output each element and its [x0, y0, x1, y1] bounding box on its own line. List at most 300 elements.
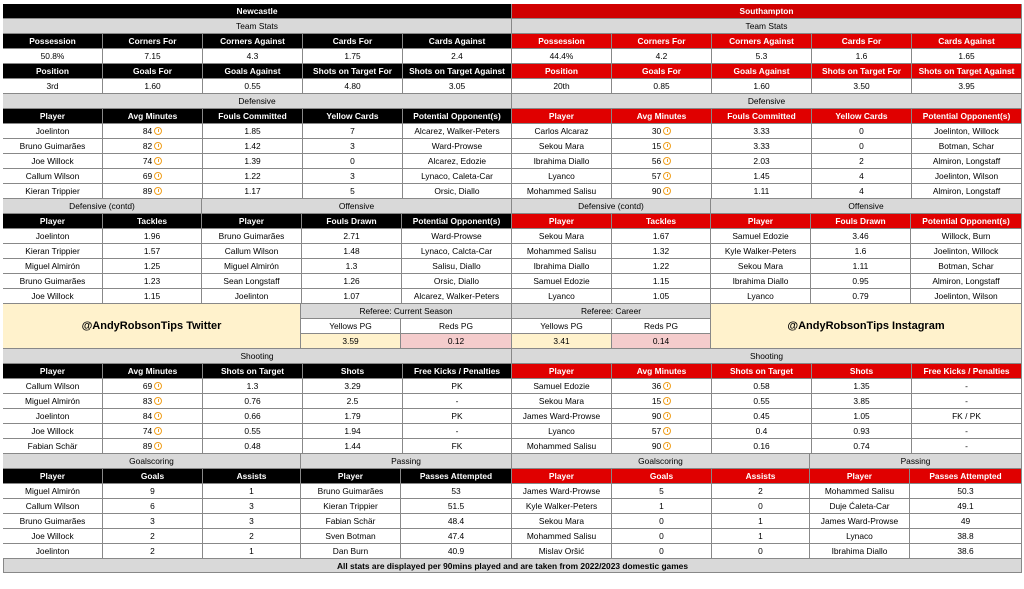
home-ts-value-1 [103, 79, 203, 94]
away-def-cell-text: Botman, Schar [938, 140, 995, 151]
home-shoot-cell [3, 424, 103, 439]
home-pass-cell [401, 499, 512, 514]
home-goal-cell-text: Callum Wilson [25, 500, 80, 511]
home-def-cell-text: Callum Wilson [25, 170, 80, 181]
away-off-cell-text: Almiron, Longstaff [932, 275, 1000, 286]
home-ts-header-0 [3, 34, 103, 49]
away-contd-cell [612, 244, 711, 259]
ref-career-reds: 0.14 [612, 334, 711, 349]
home-pass-cell [301, 514, 401, 529]
ref-career-title: Referee: Career [512, 304, 711, 319]
ref-current-reds-header: Reds PG [401, 319, 512, 334]
away-def-cell [812, 139, 912, 154]
home-goal-cell [3, 544, 103, 559]
away-contd-cell [612, 229, 711, 244]
home-ts-header-2-text: Corners Against [220, 35, 285, 46]
away-team-title: Southampton [512, 4, 1022, 19]
away-def-cell [612, 154, 712, 169]
home-contd-cell-text: Joe Willock [31, 290, 74, 301]
home-contd-cell [3, 229, 103, 244]
home-contd-cell-text: Bruno Guimarães [19, 275, 86, 286]
home-def-cell [103, 184, 203, 199]
away-contd-cell-text: 1.15 [652, 275, 670, 286]
away-contd-cell [512, 289, 612, 304]
away-goal-cell-text: 0 [758, 545, 763, 556]
away-goal-cell-text: 1 [758, 530, 763, 541]
away-off-cell-text: Sekou Mara [737, 260, 784, 271]
stopwatch-icon [663, 397, 671, 405]
away-shoot-cell-text: - [965, 425, 968, 436]
home-def-cell-text: Alcarez, Edozie [427, 155, 487, 166]
away-pass-cell-text: 50.3 [957, 485, 974, 496]
home-def-cell-text: Joelinton [35, 125, 70, 136]
away-goal-cell-text: Mohammed Salisu [526, 530, 597, 541]
home-ts-value-4 [403, 79, 512, 94]
away-pass-cell [810, 544, 910, 559]
away-passing-title: Passing [810, 454, 1022, 469]
home-off-cell-text: 1.3 [345, 260, 358, 271]
away-shoot-cell [712, 394, 812, 409]
home-ts-header-1-text: Corners For [128, 35, 177, 46]
home-shoot-cell [303, 424, 403, 439]
home-shoot-cell-text: Fabian Schär [27, 440, 78, 451]
home-ts-value-3 [303, 79, 403, 94]
home-def-cell [303, 184, 403, 199]
home-def-cell-text: Lynaco, Caleta-Car [421, 170, 493, 181]
home-ts-header-3-text: Shots on Target For [313, 65, 392, 76]
away-off-cell [711, 244, 811, 259]
away-shoot-cell [712, 439, 812, 454]
stopwatch-icon [154, 442, 162, 450]
home-off-cell-text: Sean Longstaff [223, 275, 280, 286]
away-pass-cell-text: 49 [960, 515, 971, 526]
home-goal-cell [3, 499, 103, 514]
home-def-cell-text: 69 [142, 170, 153, 181]
away-contd-header-0-text: Player [548, 215, 575, 226]
home-shoot-cell-text: Callum Wilson [25, 380, 80, 391]
away-ts-value-2-text: 5.3 [755, 50, 768, 61]
away-shoot-header-2 [712, 364, 812, 379]
stopwatch-icon [154, 412, 162, 420]
away-pass-cell [910, 544, 1022, 559]
away-def-cell-text: 56 [651, 155, 662, 166]
home-pass-cell [301, 529, 401, 544]
away-contd-cell [612, 274, 711, 289]
away-ts-value-1 [612, 49, 712, 64]
away-goal-cell-text: 0 [659, 515, 664, 526]
home-pass-header-0 [301, 469, 401, 484]
away-contd-cell-text: Sekou Mara [538, 230, 585, 241]
home-off-header-1-text: Fouls Drawn [326, 215, 377, 226]
home-shoot-cell [103, 439, 203, 454]
home-off-cell-text: Alcarez, Walker-Peters [413, 290, 500, 301]
away-off-cell-text: 0.79 [852, 290, 869, 301]
home-ts-header-2 [203, 64, 303, 79]
away-shoot-cell-text: 57 [651, 425, 662, 436]
away-goal-cell-text: 1 [659, 500, 664, 511]
away-off-cell-text: 0.95 [852, 275, 869, 286]
home-goal-cell-text: 1 [249, 545, 254, 556]
home-shoot-cell [403, 424, 512, 439]
home-off-header-2 [402, 214, 512, 229]
away-goal-header-1 [612, 469, 712, 484]
home-shoot-cell-text: PK [451, 410, 463, 421]
away-shoot-cell [612, 424, 712, 439]
home-contd-cell [103, 229, 202, 244]
away-shoot-cell-text: 0.4 [755, 425, 768, 436]
away-pass-header-0-text: Player [846, 470, 873, 481]
home-ts-header-0 [3, 64, 103, 79]
away-def-header-3 [812, 109, 912, 124]
home-ts-header-3 [303, 64, 403, 79]
stopwatch-icon [663, 142, 671, 150]
home-contd-cell-text: Kieran Trippier [25, 245, 80, 256]
home-def-cell-text: Kieran Trippier [25, 185, 80, 196]
home-shoot-cell-text: - [455, 395, 459, 406]
away-shoot-cell [612, 394, 712, 409]
away-shoot-cell [912, 409, 1022, 424]
home-contd-cell [103, 289, 202, 304]
home-def-cell-text: 1.22 [244, 170, 261, 181]
away-offensive-title: Offensive [711, 199, 1022, 214]
home-contd-cell [3, 289, 103, 304]
home-goalscoring-title: Goalscoring [3, 454, 301, 469]
away-off-header-1 [811, 214, 911, 229]
away-def-cell-text: 0 [859, 140, 864, 151]
home-shoot-cell-text: 2.5 [346, 395, 359, 406]
home-contd-cell-text: 1.57 [143, 245, 161, 256]
away-def-cell-text: 3.33 [753, 140, 770, 151]
home-shoot-cell-text: PK [451, 380, 463, 391]
home-shoot-cell [403, 379, 512, 394]
home-goal-cell-text: 2 [150, 545, 155, 556]
away-pass-header-1-text: Passes Attempted [929, 470, 1002, 481]
away-goal-cell-text: Sekou Mara [538, 515, 585, 526]
home-pass-cell-text: 40.9 [447, 545, 465, 556]
home-off-cell [202, 229, 302, 244]
away-def-header-0 [512, 109, 612, 124]
away-ts-header-4 [912, 34, 1022, 49]
home-shoot-cell [403, 394, 512, 409]
away-def-cell [512, 139, 612, 154]
away-goal-cell [712, 514, 810, 529]
home-def-cell-text: 89 [142, 185, 153, 196]
away-goal-cell-text: 0 [659, 530, 664, 541]
away-def-header-1 [612, 109, 712, 124]
home-shoot-cell [303, 409, 403, 424]
away-goal-header-0 [512, 469, 612, 484]
away-goal-header-2-text: Assists [745, 470, 776, 481]
away-defensive-title: Defensive [512, 94, 1022, 109]
home-offensive-title: Offensive [202, 199, 512, 214]
home-def-header-1 [103, 109, 203, 124]
home-off-cell-text: Orsic, Diallo [433, 275, 480, 286]
stopwatch-icon [154, 172, 162, 180]
away-def-header-2 [712, 109, 812, 124]
home-goal-cell [3, 529, 103, 544]
away-ts-header-0-text: Position [544, 65, 579, 76]
away-contd-cell [512, 274, 612, 289]
home-off-cell-text: Joelinton [234, 290, 269, 301]
home-goal-cell-text: 2 [249, 530, 254, 541]
away-goal-cell [512, 499, 612, 514]
home-shoot-cell [203, 394, 303, 409]
away-ts-header-1 [612, 64, 712, 79]
stopwatch-icon [663, 382, 671, 390]
away-pass-cell [810, 514, 910, 529]
ref-career-yellows: 3.41 [512, 334, 612, 349]
away-off-header-2 [911, 214, 1022, 229]
home-ts-value-2 [203, 49, 303, 64]
home-pass-cell-text: Dan Burn [332, 545, 369, 556]
away-shoot-cell [712, 424, 812, 439]
away-shoot-cell-text: Sekou Mara [538, 395, 585, 406]
away-def-cell-text: 2 [859, 155, 864, 166]
home-ts-value-2-text: 4.3 [246, 50, 259, 61]
away-shoot-cell [912, 379, 1022, 394]
away-goal-cell [612, 529, 712, 544]
home-goal-cell-text: 3 [249, 515, 254, 526]
home-shoot-cell [203, 379, 303, 394]
away-off-cell [911, 289, 1022, 304]
away-def-cell [912, 139, 1022, 154]
away-team-stats-title: Team Stats [512, 19, 1022, 34]
home-def-header-0-text: Player [39, 110, 66, 121]
home-shoot-header-2 [203, 364, 303, 379]
home-off-header-0 [202, 214, 302, 229]
away-ts-header-4-text: Cards Against [938, 35, 995, 46]
away-shoot-header-4 [912, 364, 1022, 379]
stopwatch-icon [663, 427, 671, 435]
away-contd-cell-text: Lyanco [548, 290, 575, 301]
stopwatch-icon [154, 187, 162, 195]
away-goal-cell [712, 544, 810, 559]
home-ts-value-1 [103, 49, 203, 64]
home-def-cell [3, 124, 103, 139]
home-goal-cell-text: Joelinton [35, 545, 70, 556]
home-shoot-header-0-text: Player [39, 365, 66, 376]
home-ts-value-4-text: 2.4 [451, 50, 463, 61]
away-ts-header-1-text: Goals For [641, 65, 682, 76]
away-ts-value-2-text: 1.60 [753, 80, 770, 91]
away-shoot-cell [812, 394, 912, 409]
home-off-cell [202, 259, 302, 274]
away-contd-cell-text: 1.05 [652, 290, 670, 301]
away-pass-cell-text: James Ward-Prowse [820, 515, 899, 526]
stopwatch-icon [663, 157, 671, 165]
home-ts-value-4 [403, 49, 512, 64]
home-shoot-header-3-text: Shots [340, 365, 365, 376]
home-def-cell-text: Joe Willock [31, 155, 74, 166]
home-ts-header-4 [403, 64, 512, 79]
home-shoot-cell [203, 409, 303, 424]
home-contd-header-0 [3, 214, 103, 229]
home-def-header-3 [303, 109, 403, 124]
home-ts-header-2-text: Goals Against [224, 65, 281, 76]
away-ts-header-4 [912, 64, 1022, 79]
away-def-cell-text: 4 [859, 170, 864, 181]
away-ts-value-0 [512, 79, 612, 94]
home-pass-cell-text: 48.4 [447, 515, 465, 526]
home-def-cell-text: 74 [142, 155, 153, 166]
home-contd-cell [103, 244, 202, 259]
home-shoot-header-1-text: Avg Minutes [127, 365, 178, 376]
home-def-cell [203, 169, 303, 184]
away-shoot-header-3-text: Shots [849, 365, 874, 376]
home-off-cell-text: Callum Wilson [224, 245, 279, 256]
home-pass-cell-text: Bruno Guimarães [317, 485, 384, 496]
away-off-cell [911, 229, 1022, 244]
away-shoot-cell [612, 409, 712, 424]
away-off-cell [911, 274, 1022, 289]
away-shoot-cell [512, 379, 612, 394]
away-contd-cell-text: 1.67 [652, 230, 670, 241]
away-def-cell [612, 139, 712, 154]
home-pass-cell-text: Fabian Schär [325, 515, 376, 526]
twitter-promo: @AndyRobsonTips Twitter [3, 304, 301, 349]
stopwatch-icon [154, 397, 162, 405]
home-off-cell [202, 289, 302, 304]
home-off-cell [402, 289, 512, 304]
away-def-cell-text: Joelinton, Willock [934, 125, 999, 136]
away-contd-header-1 [612, 214, 711, 229]
away-pass-cell-text: Ibrahima Diallo [831, 545, 888, 556]
home-def-cell [103, 124, 203, 139]
home-off-header-0-text: Player [238, 215, 265, 226]
home-def-cell-text: 3 [350, 140, 355, 151]
away-pass-cell-text: Lynaco [846, 530, 873, 541]
home-goal-header-0 [3, 469, 103, 484]
home-def-cell [3, 139, 103, 154]
stopwatch-icon [663, 412, 671, 420]
away-ts-header-3 [812, 64, 912, 79]
away-off-cell [911, 259, 1022, 274]
home-pass-cell-text: Sven Botman [325, 530, 376, 541]
home-off-cell-text: Miguel Almirón [224, 260, 279, 271]
home-contd-cell [3, 244, 103, 259]
away-pass-cell [810, 499, 910, 514]
away-def-cell-text: Almiron, Longstaff [932, 185, 1001, 196]
home-goal-cell-text: 3 [150, 515, 155, 526]
stopwatch-icon [154, 157, 162, 165]
home-defensive-contd-title: Defensive (contd) [3, 199, 202, 214]
away-ts-value-1-text: 4.2 [655, 50, 668, 61]
away-shoot-cell-text: - [965, 380, 968, 391]
away-def-cell [812, 169, 912, 184]
away-shoot-cell [512, 409, 612, 424]
home-contd-cell-text: Miguel Almirón [25, 260, 80, 271]
away-def-cell [912, 169, 1022, 184]
away-ts-value-3-text: 3.50 [853, 80, 870, 91]
home-ts-value-2 [203, 79, 303, 94]
home-def-cell-text: 3 [350, 170, 355, 181]
away-off-cell-text: 1.6 [854, 245, 867, 256]
home-goal-cell [3, 514, 103, 529]
away-off-header-2-text: Potential Opponent(s) [922, 215, 1010, 226]
away-shoot-cell [512, 394, 612, 409]
away-def-cell-text: Joelinton, Wilson [934, 170, 999, 181]
home-ts-value-1-text: 7.15 [144, 50, 161, 61]
home-shoot-cell [303, 379, 403, 394]
away-shoot-cell [812, 409, 912, 424]
home-shoot-cell-text: 0.55 [244, 425, 261, 436]
away-ts-value-1-text: 0.85 [653, 80, 670, 91]
home-shoot-cell [103, 379, 203, 394]
home-defensive-title: Defensive [3, 94, 512, 109]
stopwatch-icon [663, 172, 671, 180]
away-def-cell [612, 169, 712, 184]
home-off-cell [402, 229, 512, 244]
away-def-cell-text: Ibrahima Diallo [533, 155, 590, 166]
away-pass-cell-text: Duje Ćaleta-Car [829, 500, 890, 511]
home-def-cell [3, 169, 103, 184]
home-shoot-cell-text: 0.66 [244, 410, 261, 421]
home-shoot-cell-text: 1.3 [246, 380, 259, 391]
home-contd-cell [3, 259, 103, 274]
away-def-cell [812, 124, 912, 139]
away-goal-cell [512, 529, 612, 544]
away-shoot-cell [912, 394, 1022, 409]
home-shoot-cell-text: Joelinton [35, 410, 70, 421]
home-ts-value-0 [3, 79, 103, 94]
away-off-cell-text: Joelinton, Wilson [934, 290, 998, 301]
home-off-header-2-text: Potential Opponent(s) [412, 215, 501, 226]
away-shoot-cell-text: 1.05 [853, 410, 870, 421]
away-off-cell-text: Samuel Edozie [732, 230, 789, 241]
home-pass-header-0-text: Player [337, 470, 364, 481]
home-goal-cell-text: Joe Willock [31, 530, 74, 541]
away-def-cell-text: 4 [859, 185, 864, 196]
home-ts-header-0-text: Possession [29, 35, 76, 46]
home-def-cell-text: Ward-Prowse [431, 140, 483, 151]
home-pass-cell [301, 484, 401, 499]
home-pass-cell-text: Kieran Trippier [323, 500, 378, 511]
home-pass-cell-text: 47.4 [447, 530, 465, 541]
stopwatch-icon [154, 142, 162, 150]
away-contd-cell [512, 229, 612, 244]
home-ts-value-0-text: 3rd [46, 80, 59, 91]
away-off-cell-text: Willock, Burn [941, 230, 991, 241]
home-def-cell [103, 139, 203, 154]
home-pass-cell-text: 51.5 [447, 500, 465, 511]
away-shoot-cell-text: - [965, 440, 968, 451]
away-goal-cell-text: 2 [758, 485, 763, 496]
home-goal-cell [203, 544, 301, 559]
away-goal-cell [612, 484, 712, 499]
home-def-cell-text: Bruno Guimarães [19, 140, 86, 151]
away-shoot-header-2-text: Shots on Target [729, 365, 794, 376]
away-goal-cell-text: James Ward-Prowse [522, 485, 601, 496]
away-def-cell-text: 90 [651, 185, 662, 196]
home-goal-header-1 [103, 469, 203, 484]
away-goal-cell-text: 5 [659, 485, 664, 496]
home-shoot-cell-text: 1.44 [344, 440, 361, 451]
away-ts-header-3 [812, 34, 912, 49]
home-off-cell [302, 259, 402, 274]
ref-current-yellows: 3.59 [301, 334, 401, 349]
home-ts-header-2 [203, 34, 303, 49]
away-off-cell-text: Lyanco [747, 290, 774, 301]
home-ts-header-4-text: Shots on Target Against [409, 65, 505, 76]
away-off-cell [811, 259, 911, 274]
away-pass-cell [910, 514, 1022, 529]
home-contd-cell [103, 274, 202, 289]
away-contd-cell-text: Samuel Edozie [533, 275, 590, 286]
stopwatch-icon [154, 427, 162, 435]
away-ts-value-4-text: 3.95 [958, 80, 975, 91]
home-shoot-cell [3, 439, 103, 454]
away-ts-value-0-text: 20th [553, 80, 570, 91]
